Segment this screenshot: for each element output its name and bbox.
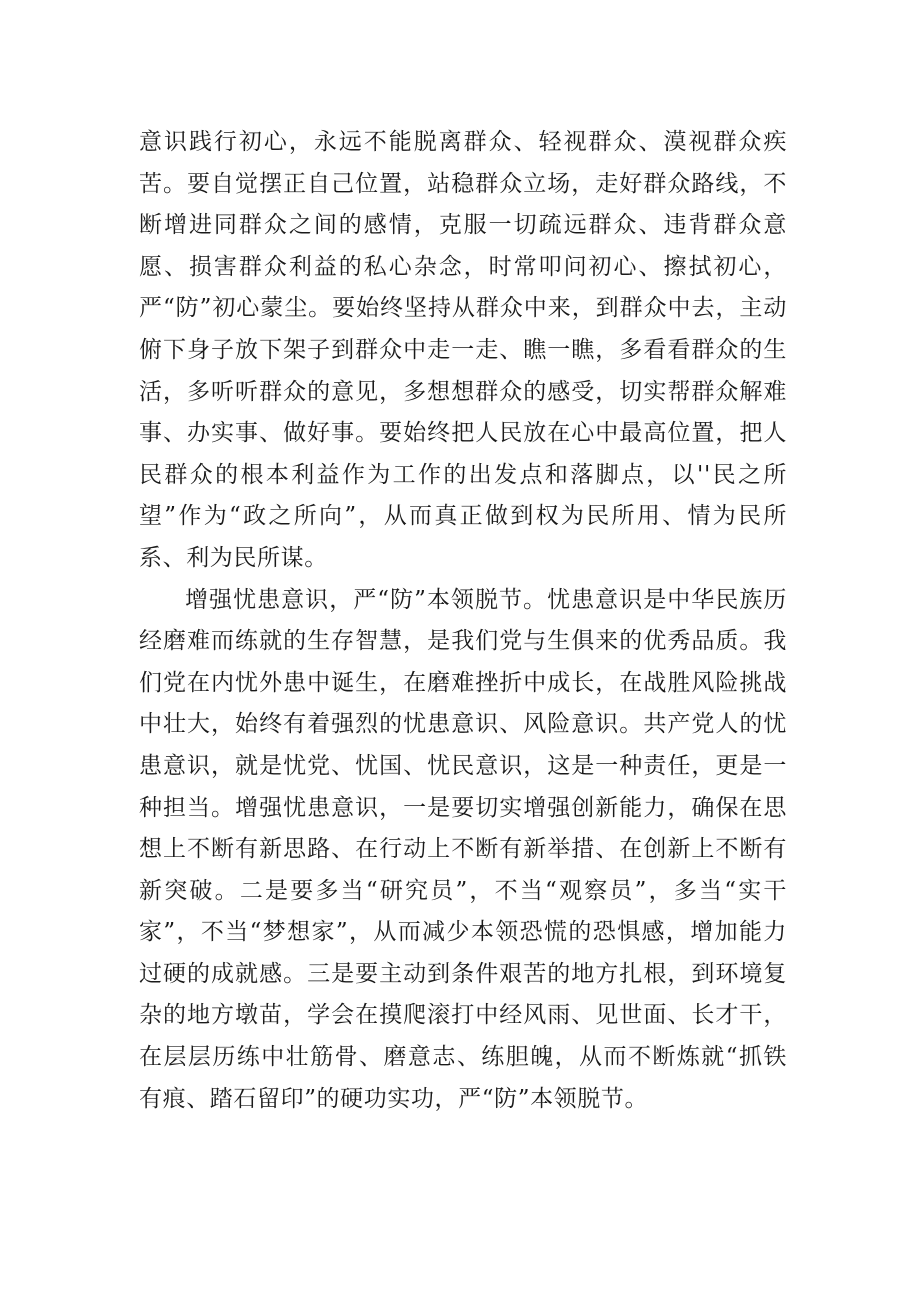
paragraph-1: 意识践行初心，永远不能脱离群众、轻视群众、漠视群众疾苦。要自觉摆正自己位置，站稳群众立场，走好群众路线，不断增进同群众之间的感情，克服一切疏远群众、违背群众意愿、损害群众利益的私心杂念，时常叩问初心、擦拭初心，严“防”初心蒙尘。要始终坚持从群众中来，到群众中去，主动俯下身子放下架子到群众中走一走、瞧一瞧，多看看群众的生活，多听听群众的意见，多想想群众的感受，切实帮群众解难事、办实事、做好事。要始终把人民放在心中最高位置，把人民群众的根本利益作为工作的出发点和落脚点，以''民之所望”作为“政之所向”，从而真正做到权为民所用、情为民所系、利为民所谋。 xyxy=(139,129,787,571)
paragraph-2: 增强忧患意识，严“防”本领脱节。忧患意识是中华民族历经磨难而练就的生存智慧，是我们党与生俱来的优秀品质。我们党在内忧外患中诞生，在磨难挫折中成长，在战胜风险挑战中壮大，始终有着强烈的忧患意识、风险意识。共产党人的忧患意识，就是忧党、忧国、忧民意识，这是一种责任，更是一种担当。增强忧患意识，一是要切实增强创新能力，确保在思想上不断有新思路、在行动上不断有新举措、在创新上不断有新突破。二是要多当“研究员”，不当“观察员”，多当“实干家”，不当“梦想家”，从而减少本领恐慌的恐惧感，增加能力过硬的成就感。三是要主动到条件艰苦的地方扎根，到环境复杂的地方墩苗，学会在摸爬滚打中经风雨、见世面、长才干，在层层历练中壮筋骨、磨意志、练胆魄，从而不断炼就“抓铁有痕、踏石留印”的硬功实功，严“防”本领脱节。 xyxy=(139,586,787,1112)
body-text xyxy=(139,122,787,1120)
